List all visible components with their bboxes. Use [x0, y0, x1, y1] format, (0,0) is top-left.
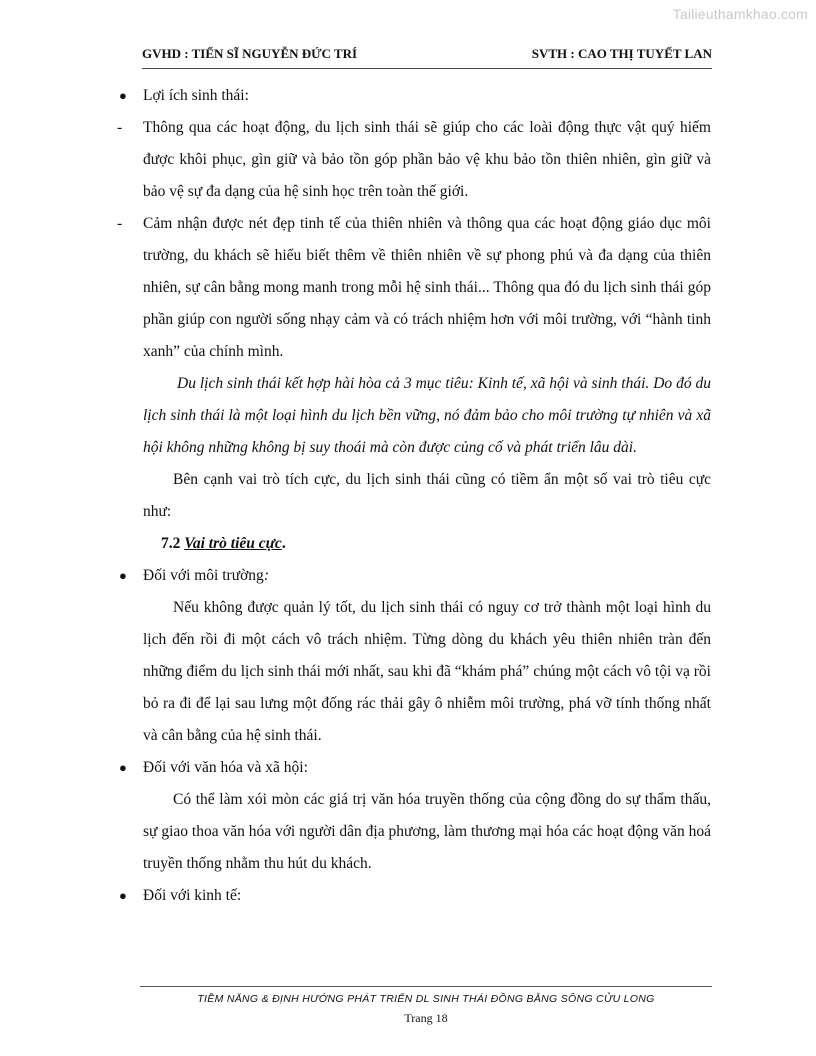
section-number: 7.2	[161, 535, 181, 552]
page-number: Trang 18	[404, 1011, 448, 1025]
section-heading	[117, 528, 711, 560]
dash-icon: -	[117, 215, 123, 232]
list-item	[117, 208, 711, 368]
footer-title: TIỀM NĂNG & ĐỊNH HƯỚNG PHÁT TRIỂN DL SINH THÁI ĐỒNG BẰNG SÔNG CỬU LONG	[197, 993, 655, 1005]
list-item	[117, 112, 711, 208]
page-header	[142, 44, 712, 69]
footer-divider	[140, 986, 712, 987]
body-paragraph: Nếu không được quản lý tốt, du lịch sinh thái có nguy cơ trở thành một loại hình du lịch đến rồi đi một cách vô trách nhiệm. Từng dòng du khách yêu thiên nhiên tràn đến những điểm du lịch sinh thái mới nhất, sau khi đã “khám phá” chúng một cách vô tội vạ rồi bỏ ra đi để lại sau lưng một đống rác thải gây ô nhiễm môi trường, phá vỡ tính thống nhất và cân bằng của hệ sinh thái.	[143, 599, 711, 744]
italic-paragraph: Du lịch sinh thái kết hợp hài hòa cả 3 mục tiêu: Kinh tế, xã hội và sinh thái. Do đó du lịch sinh thái là một loại hình du lịch bền vững, nó đảm bảo cho môi trường tự nhiên và xã hội không những không bị suy thoái mà còn được củng cố và phát triển lâu dài.	[143, 375, 711, 456]
list-item	[117, 560, 711, 592]
dash-text: Cảm nhận được nét đẹp tinh tế của thiên nhiên và thông qua các hoạt động giáo dục môi trường, du khách sẽ hiểu biết thêm về thiên nhiên về sự phong phú và đa dạng của thiên nhiên, sự cân bằng mong manh trong mỗi hệ sinh thái... Thông qua đó du lịch sinh thái góp phần giúp con người sống nhạy cảm và có trách nhiệm hơn với môi trường, với “hành tinh xanh” của chính mình.	[143, 215, 711, 360]
bullet-text: Đối với môi trường	[143, 567, 264, 584]
list-item	[117, 752, 711, 784]
body-paragraph: Có thể làm xói mòn các giá trị văn hóa truyền thống của cộng đồng do sự thẩm thấu, sự giao thoa văn hóa với người dân địa phương, làm thương mại hóa các hoạt động văn hoá truyền thống nhằm thu hút du khách.	[143, 791, 711, 872]
bullet-icon: ●	[119, 88, 127, 103]
section-title: Vai trò tiêu cực	[184, 535, 282, 552]
header-student: SVTH : CAO THỊ TUYẾT LAN	[531, 46, 712, 61]
section-end: .	[281, 535, 286, 552]
list-item	[117, 80, 711, 112]
bullet-icon: ●	[119, 568, 127, 583]
bullet-icon: ●	[119, 760, 127, 775]
bullet-icon: ●	[119, 888, 127, 903]
bullet-colon: :	[263, 567, 269, 584]
header-supervisor: GVHD : TIẾN SĨ NGUYỄN ĐỨC TRÍ	[142, 46, 358, 61]
watermark: Tailieuthamkhao.com	[672, 6, 808, 22]
transition-paragraph: Bên cạnh vai trò tích cực, du lịch sinh thái cũng có tiềm ẩn một số vai trò tiêu cực như:	[143, 471, 711, 520]
page-body	[117, 80, 711, 912]
bullet-text: Lợi ích sinh thái:	[143, 87, 249, 104]
dash-icon: -	[117, 119, 123, 136]
bullet-text: Đối với kinh tế:	[143, 887, 242, 904]
dash-text: Thông qua các hoạt động, du lịch sinh thái sẽ giúp cho các loài động thực vật quý hiếm được khôi phục, gìn giữ và bảo tồn góp phần bảo vệ khu bảo tồn thiên nhiên, gìn giữ và bảo vệ sự đa dạng của hệ sinh học trên toàn thế giới.	[143, 119, 711, 200]
list-item	[117, 880, 711, 912]
bullet-text: Đối với văn hóa và xã hội:	[143, 759, 308, 776]
